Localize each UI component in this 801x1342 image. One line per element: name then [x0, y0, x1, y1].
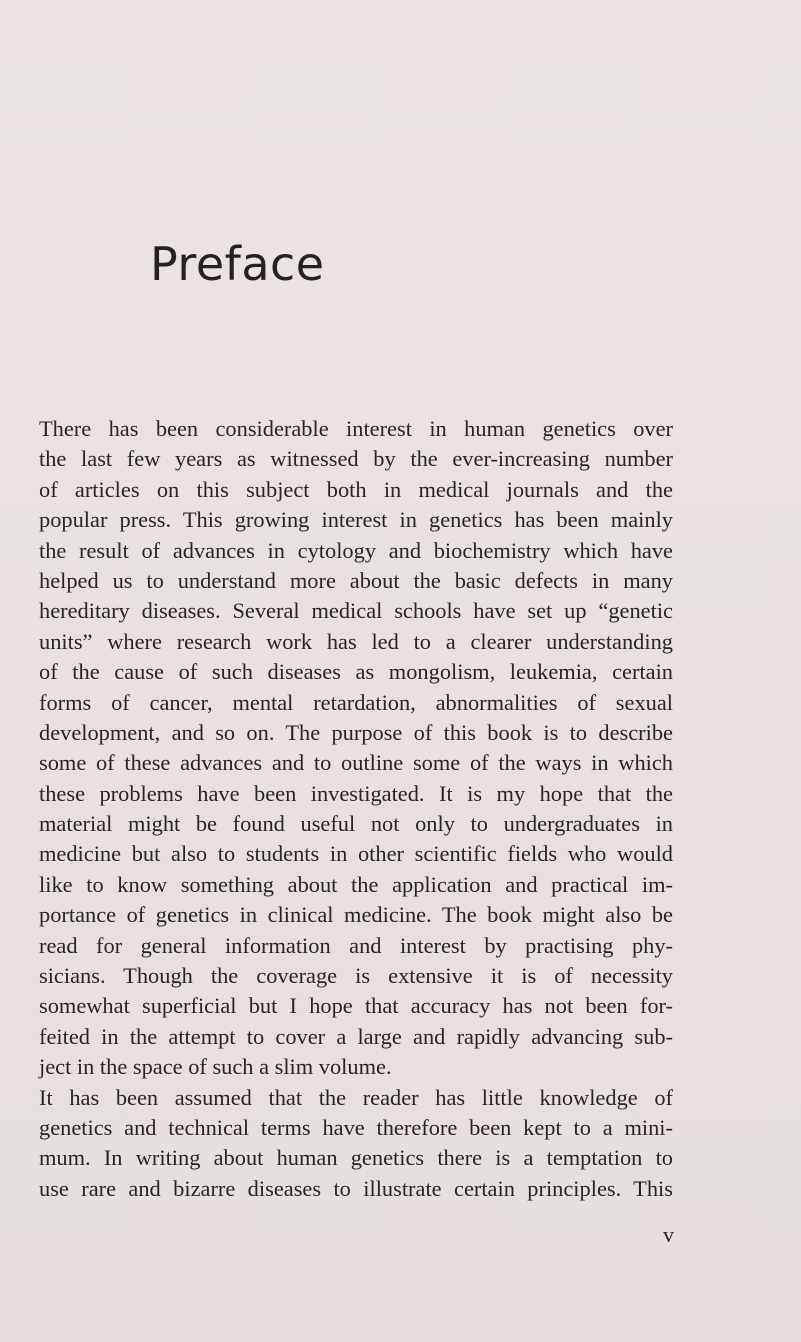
text-line: material might be found useful not only to undergraduates in: [39, 811, 673, 837]
text-line: somewhat superficial but I hope that accuracy has not been for-: [39, 993, 673, 1019]
text-line: ject in the space of such a slim volume.: [39, 1054, 392, 1080]
text-line: mum. In writing about human genetics there is a temptation to: [39, 1145, 673, 1171]
text-line: feited in the attempt to cover a large and rapidly advancing sub-: [39, 1023, 673, 1049]
page-number: v: [663, 1222, 674, 1247]
text-line: read for general information and interest by practising phy-: [39, 932, 673, 958]
text-line: medicine but also to students in other scientific fields who would: [39, 841, 673, 867]
text-line: portance of genetics in clinical medicine. The book might also be: [39, 902, 673, 928]
text-line: forms of cancer, mental retardation, abnormalities of sexual: [39, 689, 673, 715]
text-line: It has been assumed that the reader has little knowledge of: [39, 1084, 673, 1110]
preface-body: [39, 414, 673, 1204]
text-line: of the cause of such diseases as mongolism, leukemia, certain: [39, 659, 673, 685]
text-line: There has been considerable interest in human genetics over: [39, 416, 673, 441]
text-line: of articles on this subject both in medical journals and the: [39, 476, 673, 502]
text-line: helped us to understand more about the basic defects in many: [39, 567, 673, 593]
text-line: use rare and bizarre diseases to illustrate certain principles. This: [39, 1175, 673, 1201]
text-line: like to know something about the application and practical im-: [39, 871, 673, 897]
text-line: these problems have been investigated. It is my hope that the: [39, 780, 673, 806]
text-line: hereditary diseases. Several medical schools have set up “genetic: [39, 598, 673, 624]
text-line: the result of advances in cytology and biochemistry which have: [39, 537, 673, 563]
text-line: genetics and technical terms have therefore been kept to a mini-: [39, 1114, 673, 1140]
text-line: the last few years as witnessed by the ever-increasing number: [39, 446, 673, 472]
page-title: Preface: [150, 237, 325, 291]
text-line: some of these advances and to outline some of the ways in which: [39, 750, 673, 776]
text-line: units” where research work has led to a clearer understanding: [39, 628, 673, 654]
text-line: popular press. This growing interest in genetics has been mainly: [39, 507, 673, 533]
text-line: sicians. Though the coverage is extensive it is of necessity: [39, 963, 673, 989]
text-line: development, and so on. The purpose of this book is to describe: [39, 719, 673, 745]
